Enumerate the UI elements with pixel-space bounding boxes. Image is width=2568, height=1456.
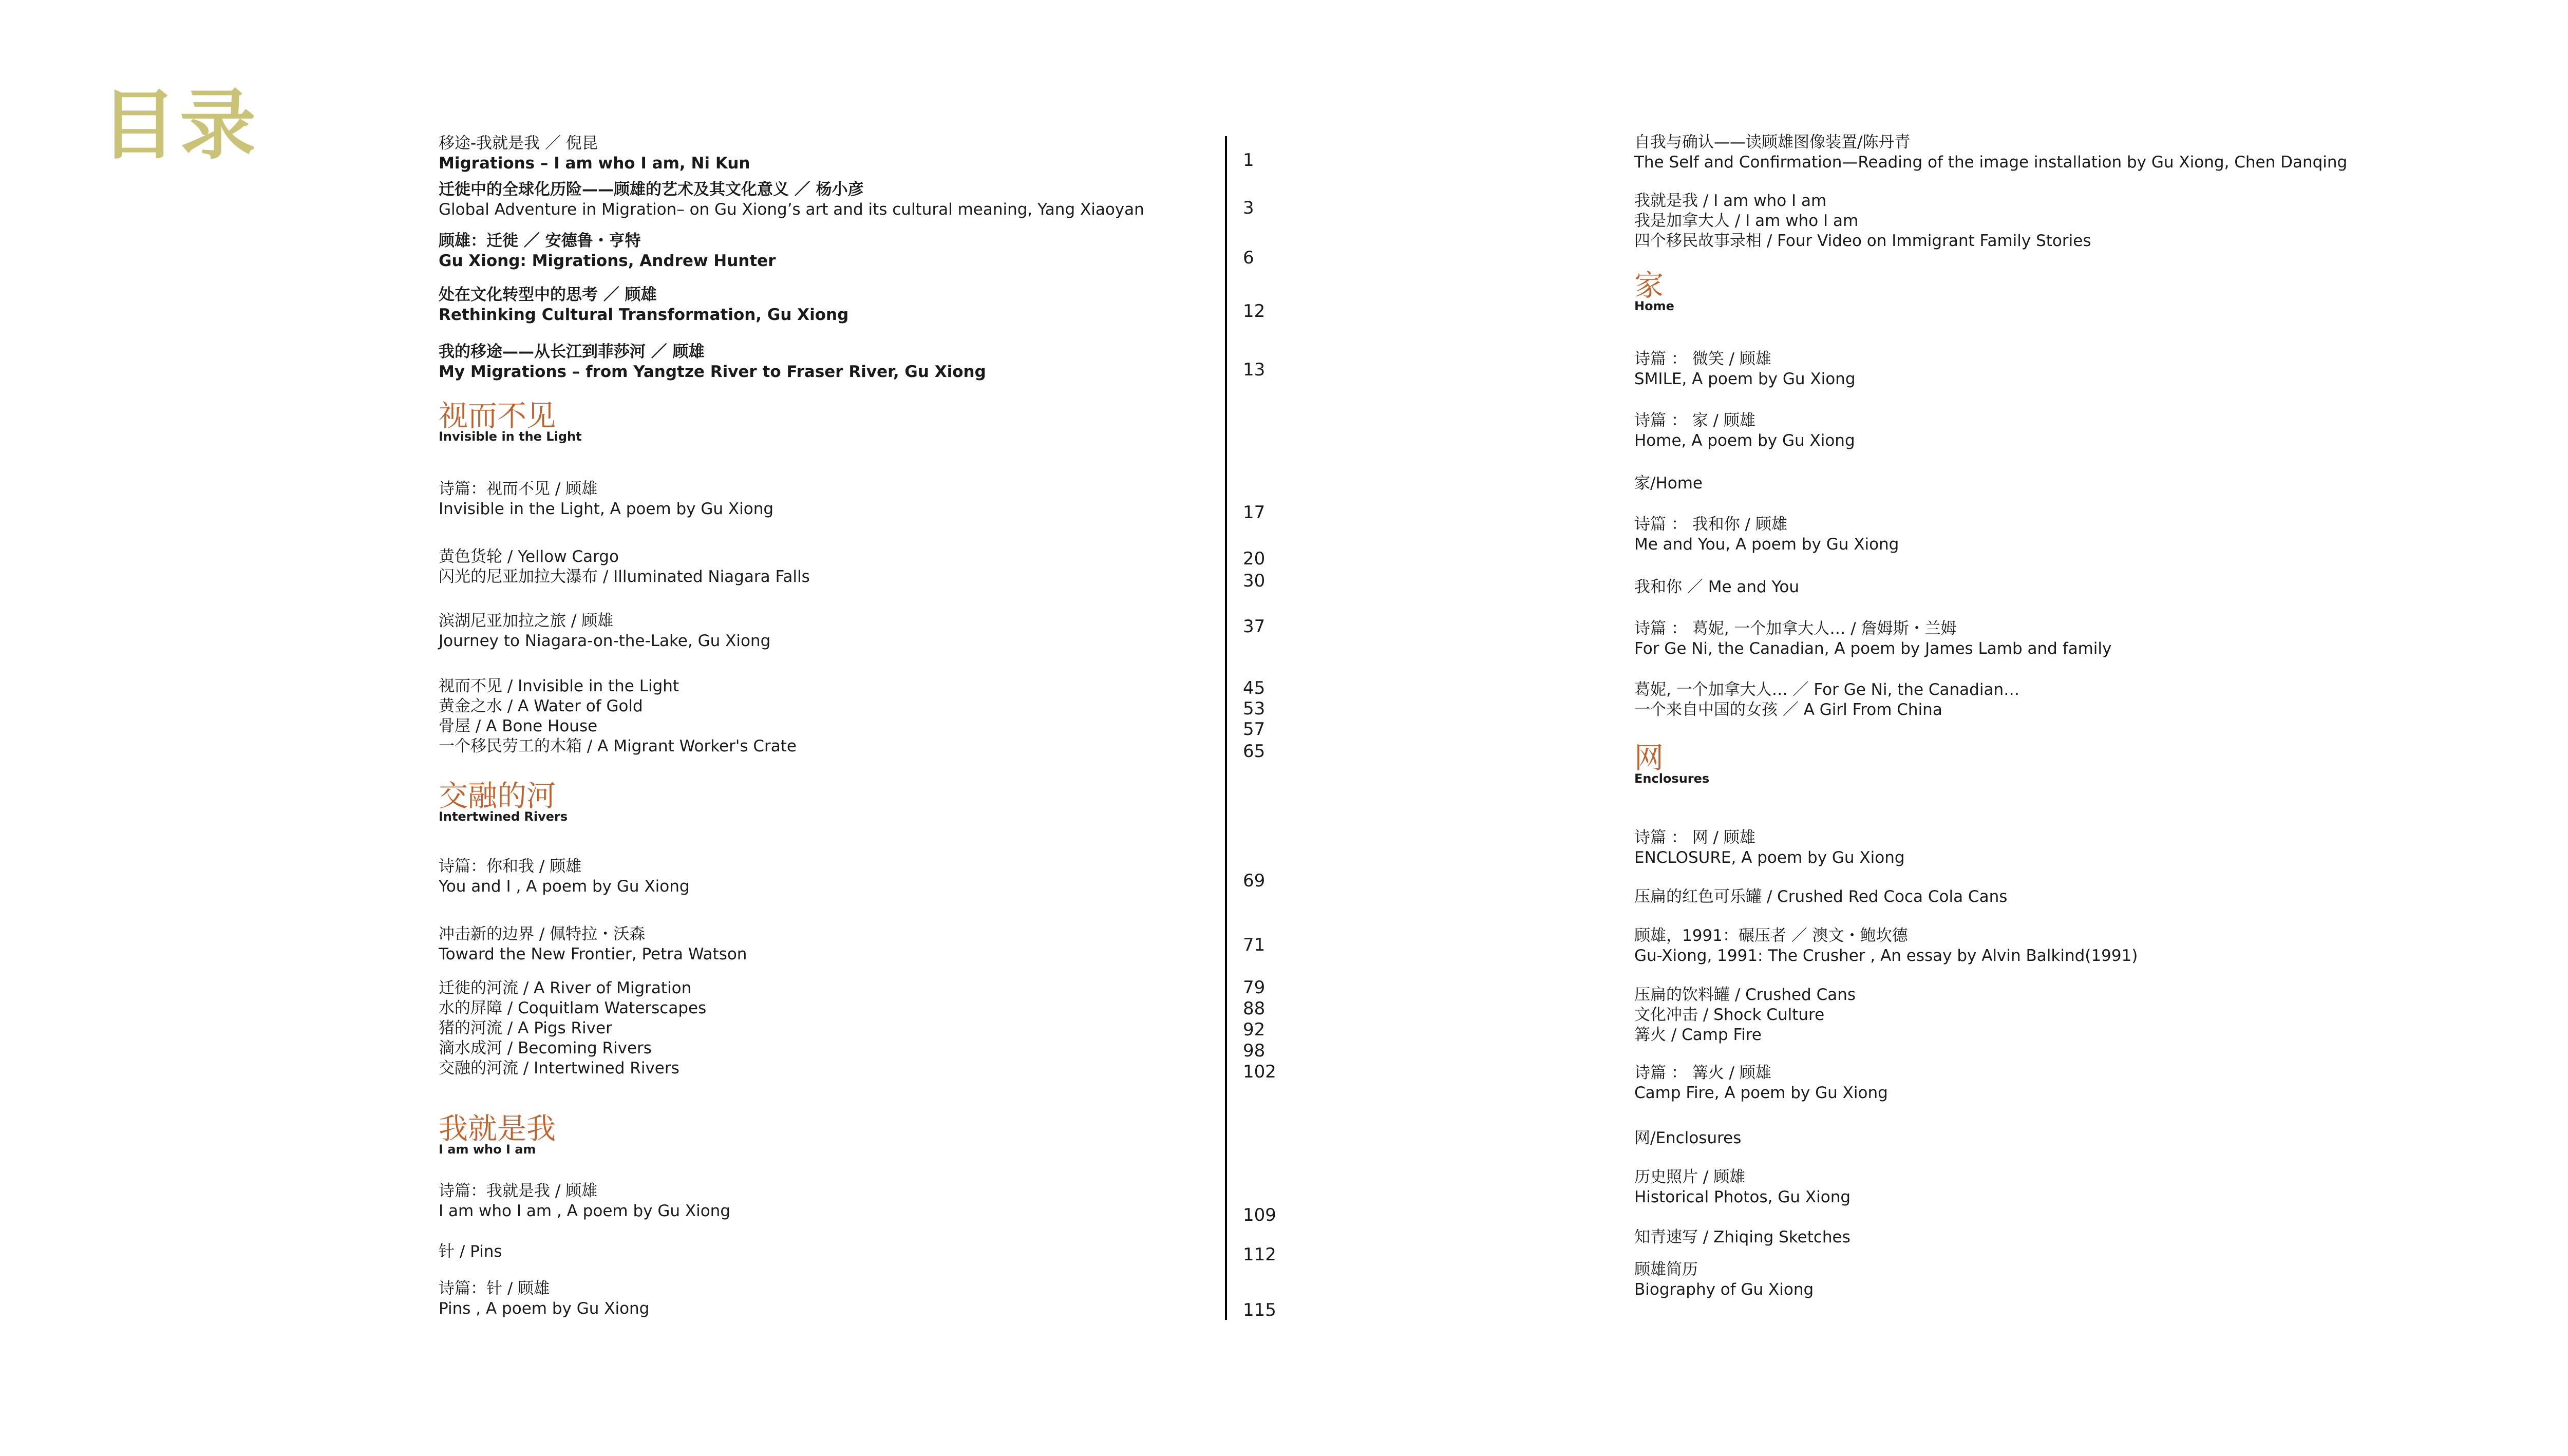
- toc-entry[interactable]: [439, 1181, 730, 1221]
- page-number: 109: [1243, 1205, 1276, 1225]
- toc-entry[interactable]: [1634, 474, 1703, 494]
- page-number: 12: [1243, 301, 1266, 322]
- page-number: 71: [1243, 935, 1266, 955]
- section-subtitle: Invisible in the Light: [439, 429, 582, 444]
- toc-entry[interactable]: [439, 285, 848, 325]
- toc-entry-line: Journey to Niagara-on-the-Lake, Gu Xiong: [439, 632, 771, 650]
- toc-entry-line: 文化冲击 / Shock Culture: [1634, 1006, 1825, 1024]
- toc-entry-line: Invisible in the Light, A poem by Gu Xiong: [439, 500, 774, 518]
- toc-entry-line: 闪光的尼亚加拉大瀑布 / Illuminated Niagara Falls: [439, 568, 810, 586]
- section-title: 交融的河: [439, 779, 556, 813]
- toc-entry-line: 诗篇：我就是我 / 顾雄: [439, 1182, 598, 1200]
- toc-entry-line: SMILE, A poem by Gu Xiong: [1634, 370, 1856, 388]
- toc-entry-line: For Ge Ni, the Canadian, A poem by James Lamb and family: [1634, 639, 2112, 658]
- toc-entry-line: 黄色货轮 / Yellow Cargo: [439, 547, 619, 566]
- toc-entry-line: The Self and Confirmation—Reading of the image installation by Gu Xiong, Chen Danqing: [1634, 153, 2348, 172]
- toc-entry[interactable]: [439, 231, 776, 271]
- toc-entry-line: 迁徙的河流 / A River of Migration: [439, 979, 692, 997]
- section-subtitle: Home: [1634, 299, 1674, 313]
- toc-entry-line: 四个移民故事录相 / Four Video on Immigrant Family Stories: [1634, 232, 2091, 250]
- page-number: 65: [1243, 741, 1266, 762]
- toc-entry-line: 骨屋 / A Bone House: [439, 717, 598, 735]
- page-number: 115: [1243, 1300, 1276, 1320]
- toc-entry-line: Gu Xiong: Migrations, Andrew Hunter: [439, 252, 776, 270]
- toc-entry[interactable]: [439, 180, 1144, 220]
- toc-entry[interactable]: [1634, 828, 1905, 868]
- toc-entry-line: 冲击新的边界 / 佩特拉・沃森: [439, 925, 646, 943]
- page-number: 6: [1243, 248, 1254, 268]
- page-title: 目录: [101, 81, 259, 169]
- toc-entry[interactable]: [439, 611, 770, 651]
- toc-entry[interactable]: [1634, 1260, 1814, 1300]
- toc-entry-line: 历史照片 / 顾雄: [1634, 1168, 1746, 1186]
- toc-entry[interactable]: [1634, 577, 1799, 597]
- toc-entry[interactable]: [1634, 349, 1856, 389]
- toc-entry[interactable]: [1634, 1128, 1741, 1148]
- page-number: 1: [1243, 150, 1254, 171]
- toc-entry-line: Historical Photos, Gu Xiong: [1634, 1188, 1851, 1206]
- toc-entry[interactable]: [439, 479, 773, 519]
- toc-entry[interactable]: [439, 134, 750, 174]
- toc-entry[interactable]: [1634, 133, 2347, 173]
- toc-entry-line: 诗篇 ： 葛妮, 一个加拿大人… / 詹姆斯・兰姆: [1634, 619, 1957, 638]
- toc-entry-line: 网/Enclosures: [1634, 1129, 1742, 1147]
- toc-entry-line: I am who I am , A poem by Gu Xiong: [439, 1202, 730, 1220]
- toc-entry[interactable]: [1634, 191, 2091, 251]
- toc-entry-line: 诗篇 ： 篝火 / 顾雄: [1634, 1064, 1771, 1082]
- toc-entry-line: 篝火 / Camp Fire: [1634, 1026, 1762, 1044]
- left-column-divider: [1225, 136, 1227, 1320]
- toc-entry-line: Home, A poem by Gu Xiong: [1634, 431, 1855, 450]
- toc-entry-line: 一个移民劳工的木箱 / A Migrant Worker's Crate: [439, 737, 797, 755]
- toc-entry[interactable]: [1634, 619, 2111, 659]
- section-title: 我就是我: [439, 1112, 556, 1146]
- toc-entry-line: 视而不见 / Invisible in the Light: [439, 677, 679, 695]
- toc-entry[interactable]: [1634, 985, 1856, 1045]
- toc-entry-line: 针 / Pins: [439, 1242, 502, 1261]
- toc-entry-line: Global Adventure in Migration– on Gu Xiong’s art and its cultural meaning, Yang Xiaoyan: [439, 200, 1144, 219]
- toc-entry-line: Me and You, A poem by Gu Xiong: [1634, 535, 1899, 554]
- toc-entry-line: Rethinking Cultural Transformation, Gu Xiong: [439, 306, 849, 324]
- page-number: 92: [1243, 1019, 1266, 1040]
- toc-entry-line: 滨湖尼亚加拉之旅 / 顾雄: [439, 612, 614, 630]
- page-number: 69: [1243, 871, 1266, 891]
- toc-entry-line: 诗篇：你和我 / 顾雄: [439, 857, 582, 876]
- toc-entry-line: 处在文化转型中的思考 ／ 顾雄: [439, 286, 657, 304]
- toc-entry-line: 我是加拿大人 / I am who I am: [1634, 212, 1859, 230]
- toc-entry[interactable]: [1634, 515, 1899, 555]
- toc-entry[interactable]: [1634, 411, 1855, 451]
- toc-entry-line: 知青速写 / Zhiqing Sketches: [1634, 1228, 1851, 1246]
- page-number: 57: [1243, 719, 1266, 740]
- toc-entry-line: 诗篇：视而不见 / 顾雄: [439, 480, 598, 498]
- toc-entry-line: 水的屏障 / Coquitlam Waterscapes: [439, 999, 707, 1017]
- page-number: 20: [1243, 549, 1266, 569]
- toc-entry-line: 迁徙中的全球化历险——顾雄的艺术及其文化意义 ／ 杨小彦: [439, 180, 864, 199]
- toc-entry[interactable]: [439, 857, 690, 897]
- toc-entry-line: Pins , A poem by Gu Xiong: [439, 1299, 650, 1318]
- page-number: 112: [1243, 1244, 1276, 1265]
- toc-entry-line: Camp Fire, A poem by Gu Xiong: [1634, 1084, 1888, 1102]
- toc-entry-line: ENCLOSURE, A poem by Gu Xiong: [1634, 848, 1905, 867]
- toc-entry[interactable]: [439, 924, 747, 965]
- section-subtitle: Intertwined Rivers: [439, 809, 568, 824]
- toc-entry-line: 顾雄：迁徙 ／ 安德鲁・亨特: [439, 232, 641, 250]
- toc-entry-line: 我的移途——从长江到菲莎河 ／ 顾雄: [439, 343, 705, 361]
- section-subtitle: I am who I am: [439, 1142, 536, 1157]
- toc-entry-line: 自我与确认——读顾雄图像装置/陈丹青: [1634, 133, 1911, 152]
- page-number: 102: [1243, 1062, 1276, 1082]
- toc-entry-line: 葛妮, 一个加拿大人… ／ For Ge Ni, the Canadian…: [1634, 680, 2020, 699]
- toc-entry-line: Migrations – I am who I am, Ni Kun: [439, 154, 750, 173]
- page-number: 88: [1243, 998, 1266, 1019]
- toc-entry[interactable]: [1634, 1167, 1851, 1207]
- section-title: 网: [1634, 741, 1664, 775]
- toc-entry[interactable]: [439, 676, 797, 757]
- toc-entry-line: 我就是我 / I am who I am: [1634, 192, 1827, 210]
- section-title: 家: [1634, 269, 1664, 302]
- section-subtitle: Enclosures: [1634, 771, 1710, 786]
- toc-entry[interactable]: [1634, 1227, 1851, 1247]
- toc-entry-line: 滴水成河 / Becoming Rivers: [439, 1039, 652, 1057]
- toc-entry-line: You and I , A poem by Gu Xiong: [439, 877, 690, 896]
- section-title: 视而不见: [439, 399, 556, 433]
- page-number: 45: [1243, 678, 1266, 698]
- toc-entry-line: 压扁的红色可乐罐 / Crushed Red Coca Cola Cans: [1634, 887, 2008, 906]
- toc-entry[interactable]: [439, 978, 706, 1079]
- toc-entry[interactable]: [1634, 887, 2007, 907]
- toc-entry-line: 诗篇 ： 微笑 / 顾雄: [1634, 350, 1771, 368]
- toc-entry-line: My Migrations – from Yangtze River to Fraser River, Gu Xiong: [439, 363, 986, 381]
- toc-entry[interactable]: [439, 1242, 502, 1262]
- page-number: 17: [1243, 502, 1266, 523]
- page-number: 13: [1243, 360, 1266, 380]
- toc-entry[interactable]: [1634, 1063, 1888, 1103]
- toc-entry[interactable]: [439, 547, 810, 587]
- page-number: 79: [1243, 977, 1266, 998]
- toc-entry[interactable]: [439, 1279, 649, 1319]
- toc-entry-line: 猪的河流 / A Pigs River: [439, 1019, 612, 1037]
- toc-entry-line: 交融的河流 / Intertwined Rivers: [439, 1059, 679, 1077]
- toc-entry-line: 压扁的饮料罐 / Crushed Cans: [1634, 986, 1856, 1004]
- toc-entry-line: 诗篇 ： 我和你 / 顾雄: [1634, 515, 1787, 534]
- toc-entry[interactable]: [439, 342, 986, 382]
- page-number: 30: [1243, 571, 1266, 591]
- toc-entry-line: Toward the New Frontier, Petra Watson: [439, 945, 747, 963]
- toc-entry[interactable]: [1634, 926, 2138, 966]
- page-number: 53: [1243, 698, 1266, 719]
- toc-entry-line: 黄金之水 / A Water of Gold: [439, 697, 643, 715]
- toc-entry[interactable]: [1634, 680, 2019, 720]
- toc-entry-line: 家/Home: [1634, 474, 1703, 493]
- toc-entry-line: Gu-Xiong, 1991: The Crusher , An essay by Alvin Balkind(1991): [1634, 947, 2138, 965]
- toc-entry-line: 顾雄简历: [1634, 1260, 1698, 1279]
- toc-entry-line: 顾雄，1991：碾压者 ／ 澳文・鲍坎德: [1634, 926, 1908, 945]
- page-number: 37: [1243, 616, 1266, 637]
- page-number: 98: [1243, 1041, 1266, 1061]
- toc-entry-line: 诗篇：针 / 顾雄: [439, 1279, 550, 1298]
- toc-entry-line: 一个来自中国的女孩 ／ A Girl From China: [1634, 701, 1942, 719]
- toc-entry-line: Biography of Gu Xiong: [1634, 1280, 1814, 1299]
- page-number: 3: [1243, 198, 1254, 218]
- toc-entry-line: 诗篇 ： 家 / 顾雄: [1634, 411, 1755, 430]
- toc-entry-line: 移途-我就是我 ／ 倪昆: [439, 134, 598, 153]
- toc-entry-line: 我和你 ／ Me and You: [1634, 578, 1799, 596]
- toc-entry-line: 诗篇 ： 网 / 顾雄: [1634, 828, 1755, 847]
